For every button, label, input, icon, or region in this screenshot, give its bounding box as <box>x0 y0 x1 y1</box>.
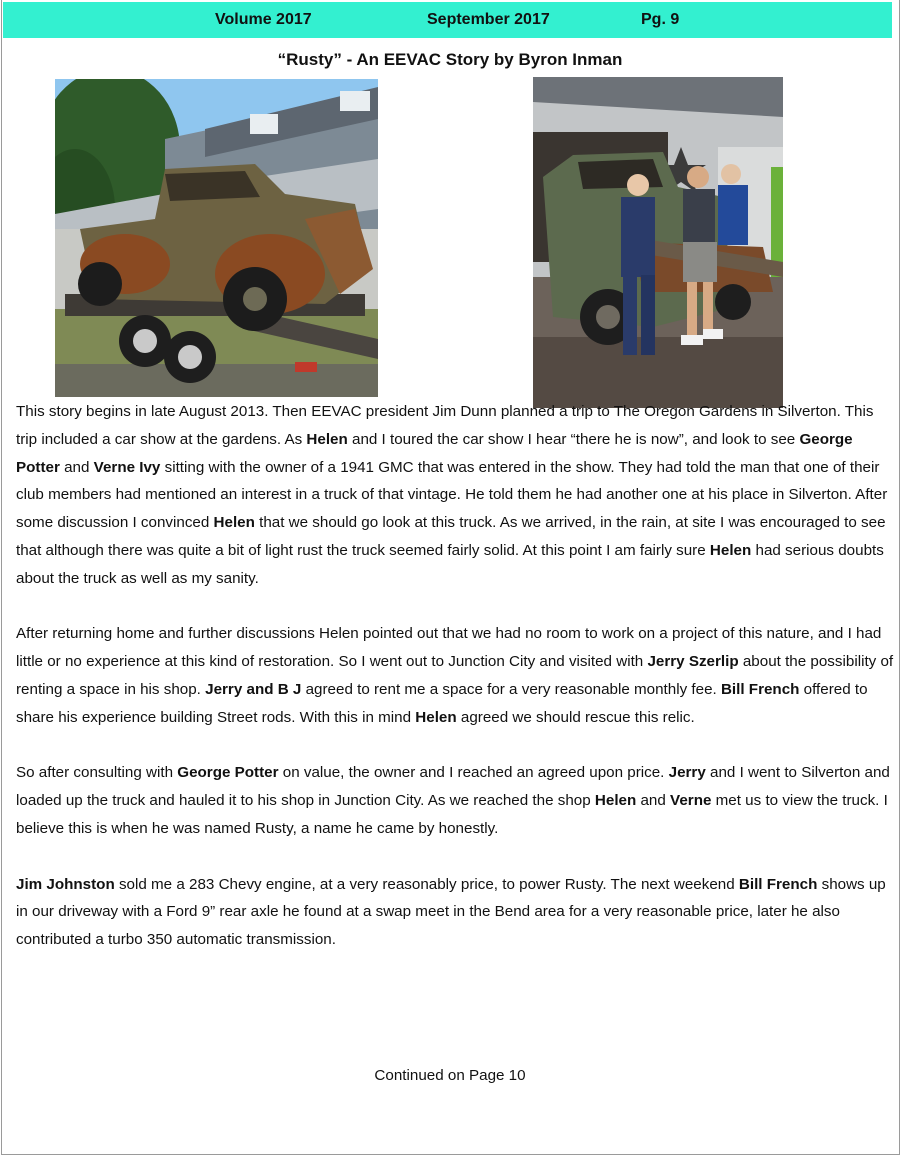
page-number: Pg. 9 <box>641 11 680 28</box>
text-run: So after consulting with <box>16 764 178 782</box>
volume-label: Volume 2017 <box>215 11 312 28</box>
continued-note: Continued on Page 10 <box>374 1067 526 1084</box>
text-run: sold me a 283 Chevy engine, at a very reasonably price, to power Rusty. The next weekend <box>114 875 739 893</box>
photo-men-working-on-truck <box>533 77 783 408</box>
bold-name: Verne Ivy <box>93 458 161 476</box>
bold-name: Helen <box>306 430 348 448</box>
text-run: and I went to Silverton and loaded up the truck and hauled it to his shop in Junction City. As we reached the shop <box>16 764 890 810</box>
bold-name: Helen <box>594 792 637 810</box>
bold-name: Jerry and B J <box>205 680 302 698</box>
issue-date: September 2017 <box>427 11 550 28</box>
article-title: “Rusty” - An EEVAC Story by Byron Inman <box>277 50 623 69</box>
bold-name: Bill French <box>720 680 800 698</box>
text-run: agreed to rent me a space for a very reasonable monthly fee. <box>301 680 721 698</box>
text-run: agreed we should rescue this relic. <box>456 708 695 726</box>
photo-truck-on-trailer <box>55 79 378 397</box>
text-run: on value, the owner and I reached an agreed upon price. <box>278 764 669 782</box>
bold-name: Verne <box>670 792 712 810</box>
text-run: sitting with the owner of a 1941 GMC that was entered in the show. They had told the man that one of their club members had mentioned an interest in a truck of that vintage. He told them he had another one at his place in Silverton. After some discussion I convinced <box>16 458 888 532</box>
bold-name: George Potter <box>177 764 279 782</box>
text-run: met us to view the truck. I believe this is when he was named Rusty, a name he came by honestly. <box>16 792 888 837</box>
text-run: and I toured the car show I hear “there he is now”, and look to see <box>347 430 800 448</box>
bold-name: Helen <box>415 708 457 726</box>
paragraph-2 <box>16 620 894 731</box>
bold-name: Jerry <box>668 764 706 782</box>
text-run: had serious doubts about the truck as well as my sanity. <box>16 541 884 587</box>
newsletter-header-banner <box>3 2 892 38</box>
bold-name: Bill French <box>738 875 818 893</box>
paragraph-3 <box>16 759 894 842</box>
text-run: and <box>59 458 94 476</box>
text-run: shows up in our driveway with a Ford 9” rear axle he found at a swap meet in the Bend area for a very reasonable price, later he also contributed a turbo 350 automatic transmission. <box>16 875 886 949</box>
bold-name: Helen <box>709 541 752 559</box>
text-run: After returning home and further discussions Helen pointed out that we had no room to work on a project of this nature, and I had little or no experience at this kind of restoration. So I went out to Junction City and visited with <box>16 625 882 671</box>
text-run: This story begins in late August 2013. Then EEVAC president Jim Dunn planned a trip to The Oregon Gardens in Silverton. This trip included a car show at the gardens. As <box>16 403 874 448</box>
paragraph-1 <box>16 398 894 593</box>
article-body <box>16 398 894 982</box>
text-run: that we should go look at this truck. As we arrived, in the rain, at site I was encouraged to see that although there was quite a bit of light rust the truck seemed fairly solid. At this point I am fairly sure <box>16 514 886 559</box>
bold-name: Jim Johnston <box>16 875 115 893</box>
text-run: offered to share his experience building Street rods. With this in mind <box>16 680 868 726</box>
paragraph-4 <box>16 871 894 954</box>
text-run: about the possibility of renting a space in his shop. <box>16 653 894 698</box>
bold-name: George Potter <box>16 430 853 476</box>
text-run: and <box>636 792 671 810</box>
bold-name: Jerry Szerlip <box>647 653 739 671</box>
bold-name: Helen <box>213 514 255 532</box>
